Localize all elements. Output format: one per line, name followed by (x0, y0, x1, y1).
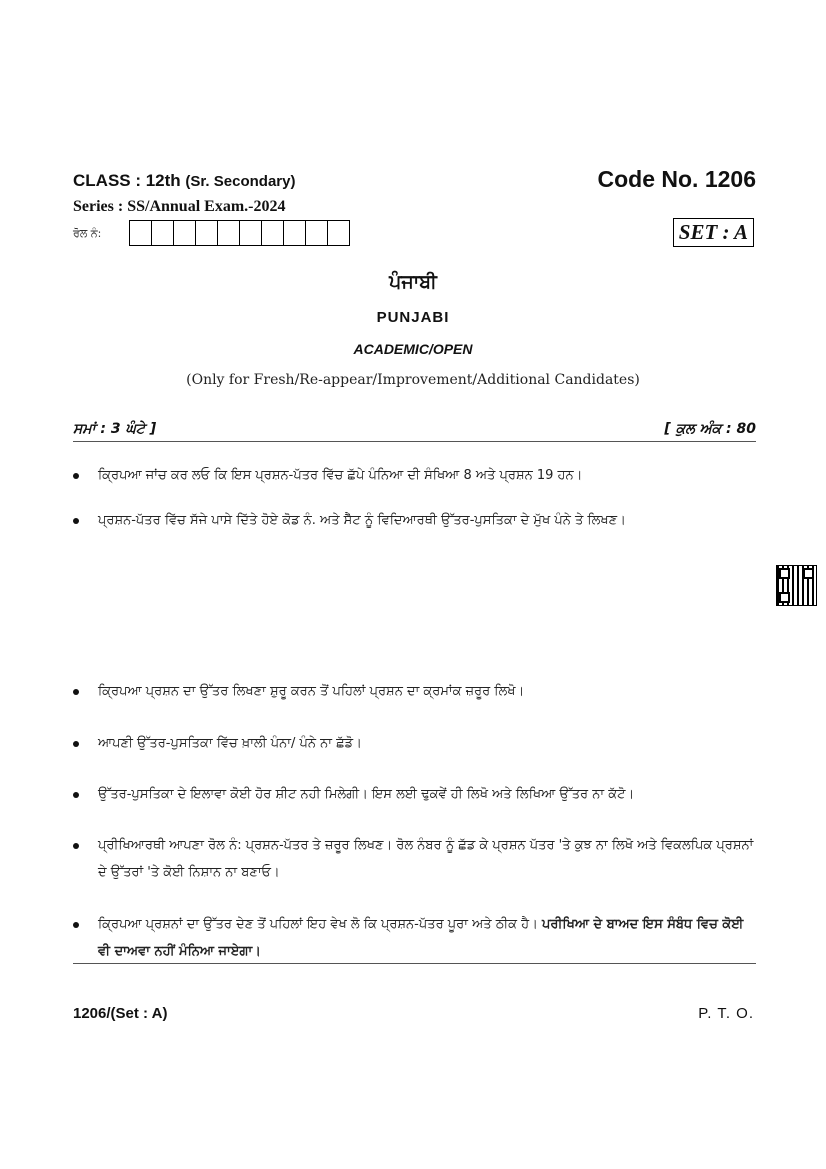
roll-box[interactable] (152, 221, 174, 245)
class-label: CLASS : 12th (73, 171, 181, 190)
instruction-item: ਪ੍ਰਸ਼ਨ-ਪੱਤਰ ਵਿੱਚ ਸੱਜੇ ਪਾਸੇ ਦਿੱਤੇ ਹੋਏ ਕੋਡ ਨੰ. ਅਤੇ ਸੈੱਟ ਨੂੰ ਵਿਦਿਆਰਥੀ ਉੱਤਰ-ਪੁਸਤਿਕਾ ਦੇ ਮੁੱਖ ਪੰਨੇ ਤੇ ਲਿਖਣ। (73, 507, 756, 534)
roll-box[interactable] (328, 221, 349, 245)
title-english: PUNJABI (376, 309, 450, 326)
instruction-item: ਪ੍ਰੀਖਿਆਰਥੀ ਆਪਣਾ ਰੋਲ ਨੰ: ਪ੍ਰਸ਼ਨ-ਪੱਤਰ ਤੇ ਜ਼ਰੂਰ ਲਿਖਣ। ਰੋਲ ਨੰਬਰ ਨੂੰ ਛੱਡ ਕੇ ਪ੍ਰਸ਼ਨ ਪੱਤਰ 'ਤੇ ਕੁਝ ਨਾ ਲਿਖੋ ਅਤੇ ਵਿਕਲਪਿਕ ਪ੍ਰਸ਼ਨਾਂ ਦੇ ਉੱਤਰਾਂ 'ਤੇ ਕੋਈ ਨਿਸ਼ਾਨ ਨਾ ਬਣਾਓ। (73, 832, 756, 886)
footer-code: 1206/(Set : A) (73, 1005, 168, 1022)
qr-code-icon (776, 565, 817, 606)
roll-box[interactable] (306, 221, 328, 245)
roll-box[interactable] (262, 221, 284, 245)
instruction-text: ਕ੍ਰਿਪਆ ਪ੍ਰਸ਼ਨਾਂ ਦਾ ਉੱਤਰ ਦੇਣ ਤੋਂ ਪਹਿਲਾਂ ਇਹ ਵੇਖ ਲੋ ਕਿ ਪ੍ਰਸ਼ਨ-ਪੱਤਰ ਪੂਰਾ ਅਤੇ ਠੀਕ ਹੈ। (98, 917, 538, 932)
stream-label: ACADEMIC/OPEN (353, 341, 473, 357)
bullet-icon (73, 843, 79, 849)
instruction-item: ਕ੍ਰਿਪਆ ਪ੍ਰਸ਼ਨ ਦਾ ਉੱਤਰ ਲਿਖਣਾ ਸ਼ੁਰੂ ਕਰਨ ਤੋਂ ਪਹਿਲਾਂ ਪ੍ਰਸ਼ਨ ਦਾ ਕ੍ਰਮਾਂਕ ਜ਼ਰੂਰ ਲਿਖੋ। (73, 678, 756, 705)
marks-label: [ ਕੁਲ ਅੰਕ : 80 (664, 421, 756, 437)
roll-box[interactable] (240, 221, 262, 245)
instruction-bold-text: ਪਰੀਖਿਆ ਦੇ ਬਾਅਦ ਇਸ ਸੰਬੰਧ ਵਿਚ ਕੋਈ ਵੀ ਦਾਅਵਾ ਨਹੀਂ ਮੰਨਿਆ ਜਾਏਗਾ। (98, 917, 744, 959)
code-number: Code No. 1206 (597, 166, 756, 192)
footer-pto: P. T. O. (698, 1005, 754, 1022)
class-line (73, 171, 295, 191)
bullet-icon (73, 689, 79, 695)
bullet-icon (73, 792, 79, 798)
roll-number-boxes[interactable] (129, 220, 350, 246)
instruction-item (73, 911, 756, 965)
time-label: ਸਮਾਂ : 3 ਘੰਟੇ ] (73, 421, 157, 437)
roll-box[interactable] (174, 221, 196, 245)
bullet-icon (73, 518, 79, 524)
series-line: Series : SS/Annual Exam.-2024 (73, 198, 286, 215)
instruction-item: ਕ੍ਰਿਪਆ ਜਾਂਚ ਕਰ ਲਓ ਕਿ ਇਸ ਪ੍ਰਸ਼ਨ-ਪੱਤਰ ਵਿੱਚ ਛੱਪੇ ਪੰਨਿਆ ਦੀ ਸੰਖਿਆ 8 ਅਤੇ ਪ੍ਰਸ਼ਨ 19 ਹਨ। (73, 462, 756, 489)
instruction-item: ਉੱਤਰ-ਪੁਸਤਿਕਾ ਦੇ ਇਲਾਵਾ ਕੋਈ ਹੋਰ ਸ਼ੀਟ ਨਹੀ ਮਿਲੇਗੀ। ਇਸ ਲਈ ਢੁਕਵੇਂ ਹੀ ਲਿਖੋ ਅਤੇ ਲਿਖਿਆ ਉੱਤਰ ਨਾ ਕੱਟੋ। (73, 781, 756, 808)
roll-box[interactable] (196, 221, 218, 245)
bullet-icon (73, 922, 79, 928)
roll-box[interactable] (130, 221, 152, 245)
roll-label: ਰੋਲ ਨੰ: (73, 227, 102, 240)
roll-box[interactable] (284, 221, 306, 245)
title-punjabi: ਪੰਜਾਬੀ (389, 271, 437, 293)
roll-box[interactable] (218, 221, 240, 245)
candidates-note: (Only for Fresh/Re-appear/Improvement/Additional Candidates) (186, 372, 640, 388)
instruction-item: ਆਪਣੀ ਉੱਤਰ-ਪੁਸਤਿਕਾ ਵਿੱਚ ਖ਼ਾਲੀ ਪੰਨਾ/ ਪੰਨੇ ਨਾ ਛੱਡੋ। (73, 730, 756, 757)
divider-top (73, 441, 756, 442)
bullet-icon (73, 473, 79, 479)
divider-bottom (73, 963, 756, 964)
bullet-icon (73, 741, 79, 747)
set-badge: SET : A (673, 218, 754, 247)
class-sub: (Sr. Secondary) (185, 173, 296, 190)
